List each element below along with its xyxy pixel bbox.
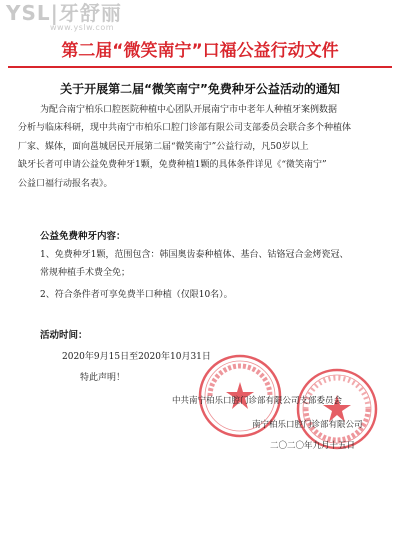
section-title: 公益免费种牙内容： [40,231,126,242]
declaration: 特此声明！ [80,373,126,383]
content-item: 常规种植手术费全免； [40,268,131,278]
time-title: 活动时间： [40,330,88,341]
watermark-site: www.yslw.com [50,23,114,32]
signature-line-1: 中共南宁柏乐口腔门诊部有限公司支部委员会 [172,396,343,406]
signature-date: 二〇二〇年九月十五日 [270,441,356,451]
content-item: 2、符合条件者可享免费半口种植（仅限10名）。 [40,290,233,300]
document-header-title: 第二届“微笑南宁”口福公益行动文件 [61,41,339,61]
date-range: 2020年9月15日至2020年10月31日 [62,352,211,362]
notice-body [18,101,392,193]
watermark [6,3,122,32]
body-line: 缺牙长者可申请公益免费种牙1颗，免费种植1颗的具体条件详见《“微笑南宁” [18,160,327,171]
body-line: 公益口福行动报名表》。 [18,178,113,189]
notice-title: 关于开展第二届“微笑南宁”免费种牙公益活动的通知 [60,82,340,96]
signature-line-2: 南宁柏乐口腔门诊部有限公司 [252,420,363,430]
body-line: 为配合南宁柏乐口腔医院种植中心团队开展南宁市中老年人种植牙案例数据 [40,105,338,115]
watermark-brand: YSL|牙舒丽 [6,1,122,25]
body-line: 分析与临床科研，现中共南宁市柏乐口腔门诊部有限公司支部委员会联合多个种植体 [18,123,352,134]
content-item: 1、免费种牙1颗，范围包含：韩国奥齿泰种植体、基台、钴铬冠合金烤瓷冠、 [40,250,349,260]
header-divider [8,66,392,68]
body-line: 厂家、媒体，面向邕城居民开展第二届“微笑南宁”公益行动，凡50岁以上 [18,141,309,152]
